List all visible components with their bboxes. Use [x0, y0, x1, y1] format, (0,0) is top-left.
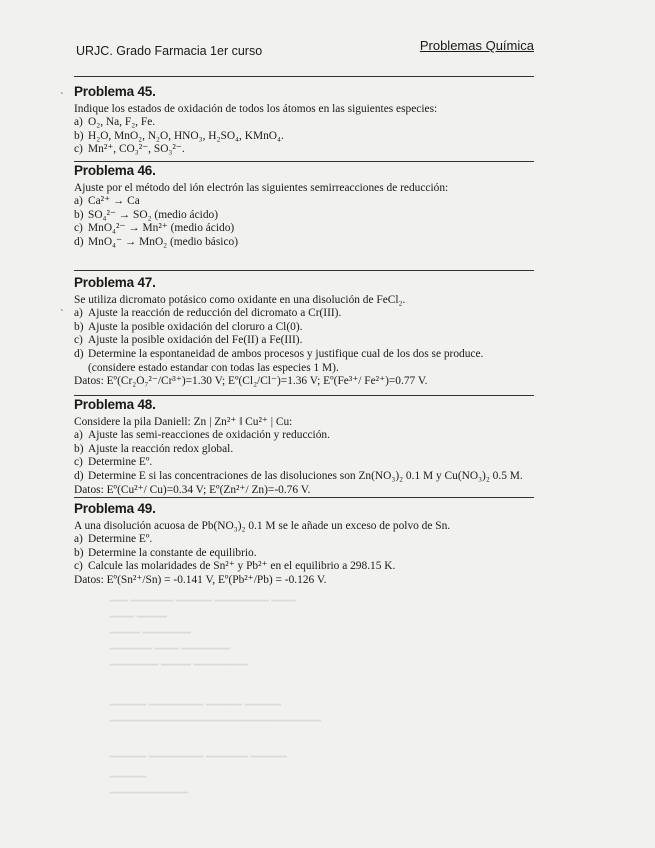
list-item: a) O₂, Na, F₂, Fe.	[74, 116, 156, 129]
list-item: b) SO₄²⁻ → SO₂ (medio ácido)	[74, 208, 218, 221]
problem-data: Datos: Eº(Sn²⁺/Sn) = -0.141 V, Eº(Pb²⁺/Pb) = -0.126 V.	[74, 573, 327, 586]
problem-title: Problema 46.	[74, 163, 156, 178]
show-through-mark: ━━━ ━━━━━━━ ━━━━━━ ━━━━━━━━━ ━━━━	[110, 596, 296, 607]
list-item: a) Ajuste las semi-reacciones de oxidación y reducción.	[74, 429, 330, 442]
section-rule	[74, 395, 534, 396]
list-item: c) Ajuste la posible oxidación del Fe(II) a Fe(III).	[74, 334, 303, 347]
show-through-mark: ━━━━━━━ ━━━━ ━━━━━━━━	[110, 644, 230, 655]
margin-mark: ˴	[60, 303, 64, 315]
section-rule	[74, 270, 534, 271]
list-item: a) Determine Eº.	[74, 533, 153, 546]
list-item: b) Ajuste la posible oxidación del cloruro a Cl(0).	[74, 320, 303, 333]
margin-mark: ˴	[60, 86, 64, 98]
section-rule	[74, 497, 534, 498]
list-item: b) H₂O, MnO₂, N₂O, HNO₃, H₂SO₄, KMnO₄.	[74, 129, 284, 142]
show-through-mark: ━━━━━━━━ ━━━━━ ━━━━━━━━━	[110, 660, 249, 671]
document-title: Problemas Química	[419, 38, 534, 53]
show-through-mark: ━━━━━━ ━━━━━━━━━ ━━━━━━ ━━━━━━	[110, 700, 281, 711]
list-item: b) Ajuste la reacción redox global.	[74, 442, 234, 455]
problem-49	[74, 502, 544, 588]
problem-intro: Indique los estados de oxidación de todos los átomos en las siguientes especies:	[74, 102, 438, 115]
list-item: b) Determine la constante de equilibrio.	[74, 546, 257, 559]
problem-48	[74, 398, 544, 497]
problem-title: Problema 45.	[74, 84, 156, 99]
problem-intro: Ajuste por el método del ión electrón las siguientes semirreacciones de reducción:	[74, 181, 449, 194]
list-item: d) MnO₄⁻ → MnO₂ (medio básico)	[74, 235, 238, 248]
show-through-mark: ━━━━━━━━━━━━━━━━━━━━━━━━━━━━━━━━━━━	[110, 716, 321, 727]
header-rule	[74, 76, 534, 77]
list-item: d) Determine E si las concentraciones de las disoluciones son Zn(NO₃)₂ 0.1 M y Cu(NO₃)₂ 0.5 M.	[74, 469, 523, 482]
show-through-mark: ━━━━ ━━━━━	[110, 612, 167, 623]
problem-note: (considere estado estandar con todas las especies 1 M).	[88, 361, 339, 374]
show-through-mark: ━━━━━━	[110, 772, 147, 783]
problem-data: Datos: Eº(Cu²⁺/ Cu)=0.34 V; Eº(Zn²⁺/ Zn)=-0.76 V.	[74, 483, 311, 496]
list-item: c) Determine Eº.	[74, 456, 153, 469]
problem-46	[74, 164, 544, 250]
problem-data: Datos: Eº(Cr₂O₇²⁻/Cr³⁺)=1.30 V; Eº(Cl₂/Cl⁻)=1.36 V; Eº(Fe³⁺/ Fe²⁺)=0.77 V.	[74, 375, 428, 388]
show-through-mark: ━━━━━ ━━━━━━━━	[110, 628, 192, 639]
problem-title: Problema 49.	[74, 501, 156, 516]
section-rule	[74, 161, 534, 162]
problem-title: Problema 48.	[74, 397, 156, 412]
show-through-mark: ━━━━━━━━━━━━━	[110, 788, 189, 799]
show-through-mark: ━━━━━━ ━━━━━━━━━ ━━━━━━━ ━━━━━━	[110, 752, 287, 763]
course-header: URJC. Grado Farmacia 1er curso	[76, 44, 263, 58]
list-item: c) MnO₄²⁻ → Mn²⁺ (medio ácido)	[74, 222, 235, 235]
list-item: a) Ajuste la reacción de reducción del dicromato a Cr(III).	[74, 307, 342, 320]
problem-intro: Se utiliza dicromato potásico como oxidante en una disolución de FeCl₂.	[74, 293, 406, 306]
list-item: a) Ca²⁺ → Ca	[74, 195, 140, 208]
problem-title: Problema 47.	[74, 275, 156, 290]
problem-intro: Considere la pila Daniell: Zn | Zn²⁺ ‖ Cu²⁺ | Cu:	[74, 415, 293, 428]
list-item: c) Mn²⁺, CO₃²⁻, SO₃²⁻.	[74, 143, 185, 156]
problem-45	[74, 85, 544, 157]
problem-47	[74, 276, 544, 389]
list-item: c) Calcule las molaridades de Sn²⁺ y Pb²⁺ en el equilibrio a 298.15 K.	[74, 560, 396, 573]
problem-intro: A una disolución acuosa de Pb(NO₃)₂ 0.1 M se le añade un exceso de polvo de Sn.	[74, 519, 451, 532]
list-item: d) Determine la espontaneidad de ambos procesos y justifique cual de los dos se produce.	[74, 347, 484, 360]
